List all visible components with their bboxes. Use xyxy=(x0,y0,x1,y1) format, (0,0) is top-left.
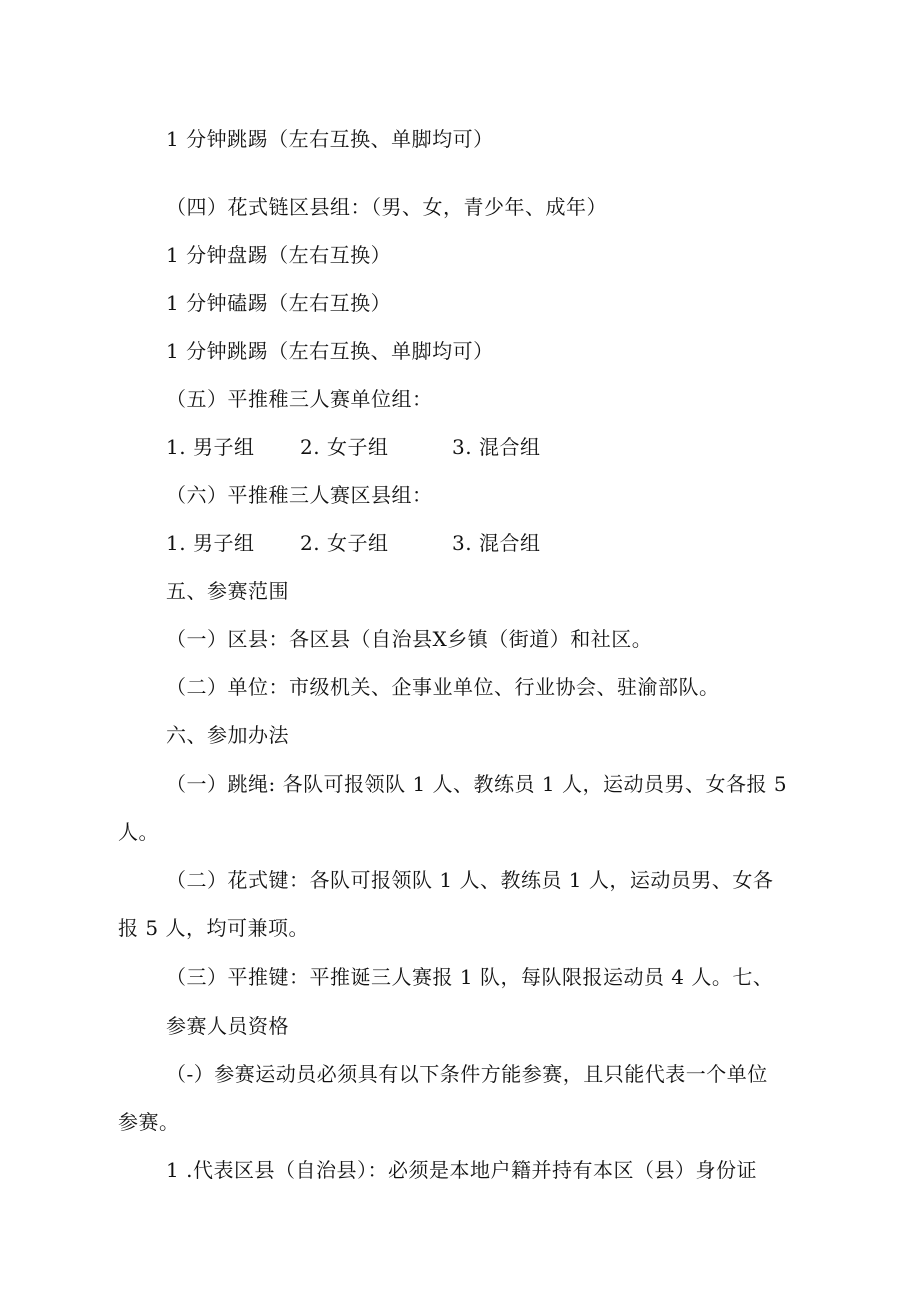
text-line: 报 5 人，均可兼项。 xyxy=(118,916,309,940)
group-option: 3. 混合组 xyxy=(452,435,541,459)
chapter-heading: 参赛人员资格 xyxy=(166,1014,289,1038)
group-option: 2. 女子组 xyxy=(300,531,389,555)
text-line: 人。 xyxy=(118,820,159,844)
group-options-unit xyxy=(0,433,920,461)
group-options-county xyxy=(0,529,920,557)
text-line: 1 .代表区县（自治县）：必须是本地户籍并持有本区（县）身份证 xyxy=(166,1158,757,1182)
section-heading: （四）花式链区县组：（男、女，青少年、成年） xyxy=(166,195,607,219)
text-line: （一）区县：各区县（自治县X乡镇（街道）和社区。 xyxy=(166,627,653,651)
group-option: 1. 男子组 xyxy=(166,531,255,555)
text-line: 1 分钟磕踢（左右互换） xyxy=(166,291,392,315)
text-line: （二）花式键：各队可报领队 1 人、教练员 1 人，运动员男、女各 xyxy=(166,868,774,892)
text-line: 1 分钟跳踢（左右互换、单脚均可） xyxy=(166,339,494,363)
group-option: 3. 混合组 xyxy=(452,531,541,555)
section-heading: （六）平推稚三人赛区县组： xyxy=(166,483,433,507)
section-heading: （五）平推稚三人赛单位组： xyxy=(166,387,433,411)
group-option: 2. 女子组 xyxy=(300,435,389,459)
chapter-heading: 五、参赛范围 xyxy=(166,579,289,603)
text-line: 1 分钟盘踢（左右互换） xyxy=(166,243,392,267)
text-line: （三）平推键：平推诞三人赛报 1 队，每队限报运动员 4 人。七、 xyxy=(166,965,774,989)
chapter-heading: 六、参加办法 xyxy=(166,723,289,747)
text-line: （二）单位：市级机关、企事业单位、行业协会、驻渝部队。 xyxy=(166,675,720,699)
text-line: （-）参赛运动员必须具有以下条件方能参赛，且只能代表一个单位 xyxy=(166,1062,768,1086)
text-line: 参赛。 xyxy=(118,1110,180,1134)
group-option: 1. 男子组 xyxy=(166,435,255,459)
text-line: （一）跳绳: 各队可报领队 1 人、教练员 1 人，运动员男、女各报 5 xyxy=(166,772,788,796)
text-line: 1 分钟跳踢（左右互换、单脚均可） xyxy=(166,127,494,151)
